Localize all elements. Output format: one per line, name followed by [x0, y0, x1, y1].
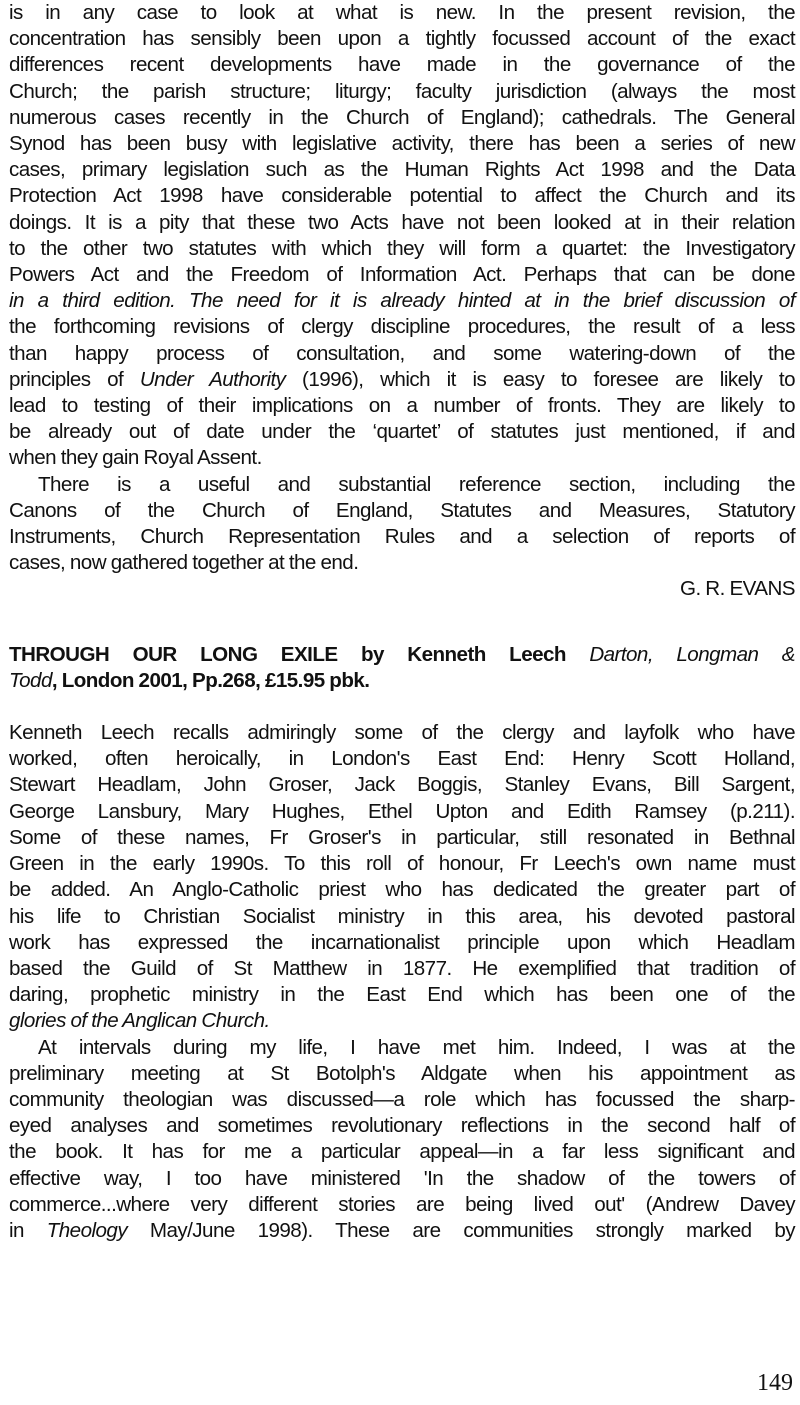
book-title: THROUGH OUR LONG EXILE: [9, 642, 338, 666]
heading-line: [9, 642, 795, 668]
text-line: doings. It is a pity that these two Acts have not been looked at in their relation: [9, 210, 795, 234]
text-line: numerous cases recently in the Church of England); cathedrals. The General: [9, 105, 795, 129]
section-spacer: [9, 603, 795, 642]
text-line: differences recent developments have made in the governance of the: [9, 53, 795, 77]
text-line: cases, primary legislation such as the Human Rights Act 1998 and the Data: [9, 158, 795, 182]
text-line: worked, often heroically, in London's East End: Henry Scott Holland,: [9, 747, 795, 771]
text-line: At intervals during my life, I have met him. Indeed, I was at the: [38, 1035, 795, 1059]
text-line: Church; the parish structure; liturgy; faculty jurisdiction (always the most: [9, 79, 795, 103]
text-line: his life to Christian Socialist ministry in this area, his devoted pastoral: [9, 904, 795, 928]
review1-continuation-paragraph: [9, 0, 795, 472]
text-line: daring, prophetic ministry in the East End which has been one of the: [9, 983, 795, 1007]
text-line: work has expressed the incarnationalist principle upon which Headlam: [9, 930, 795, 954]
review2-heading: [9, 642, 795, 694]
text-line: Instruments, Church Representation Rules and a selection of reports of: [9, 525, 795, 549]
italic-book-title: Under Authority: [139, 367, 286, 391]
section-spacer: [9, 694, 795, 720]
text-line: commerce...where very different stories are being lived out' (Andrew Davey: [9, 1192, 795, 1216]
heading-line: [9, 668, 795, 694]
text-line: Green in the early 1990s. To this roll of honour, Fr Leech's own name must: [9, 852, 795, 876]
text-line: Powers Act and the Freedom of Information Act. Perhaps that can be done: [9, 263, 795, 287]
book-author: by Kenneth Leech: [337, 642, 590, 666]
text-line: cases, now gathered together at the end.: [9, 551, 359, 575]
text-line: There is a useful and substantial reference section, including the: [38, 472, 795, 496]
text-line: be added. An Anglo-Catholic priest who has dedicated the greater part of: [9, 878, 795, 902]
text-line: George Lansbury, Mary Hughes, Ethel Upton and Edith Ramsey (p.211).: [9, 799, 795, 823]
text-line: effective way, I too have ministered 'In the shadow of the towers of: [9, 1166, 795, 1190]
text-fragment: principles of: [9, 367, 140, 391]
text-line: eyed analyses and sometimes revolutionary reflections in the second half of: [9, 1114, 795, 1138]
text-fragment: (1996), which it is easy to foresee are likely to: [285, 367, 795, 391]
document-page: [9, 0, 795, 1244]
review1-reference-paragraph: [9, 472, 795, 577]
text-fragment: May/June 1998). These are communities strongly marked by: [127, 1218, 796, 1242]
text-fragment: in: [9, 1218, 47, 1242]
text-line: concentration has sensibly been upon a tightly focussed account of the exact: [9, 27, 795, 51]
text-line: Kenneth Leech recalls admiringly some of the clergy and layfolk who have: [9, 721, 795, 745]
text-line: when they gain Royal Assent.: [9, 446, 262, 470]
text-line: the book. It has for me a particular appeal—in a far less significant and: [9, 1140, 795, 1164]
text-line: be already out of date under the ‘quartet’ of statutes just mentioned, if and: [9, 420, 795, 444]
text-line: lead to testing of their implications on a number of fronts. They are likely to: [9, 394, 795, 418]
book-details: , London 2001, Pp.268, £15.95 pbk.: [51, 668, 370, 692]
reviewer-signature: G. R. EVANS: [679, 577, 795, 601]
text-line: [9, 1218, 795, 1244]
text-line: [9, 367, 795, 393]
text-line: the forthcoming revisions of clergy discipline procedures, the result of a less: [9, 315, 795, 339]
text-line: glories of the Anglican Church.: [9, 1009, 270, 1033]
page-number: 149: [757, 1370, 793, 1396]
review2-paragraph-2: [9, 1035, 795, 1245]
review2-paragraph-1: [9, 720, 795, 1034]
text-line: to the other two statutes with which they will form a quartet: the Investigatory: [9, 236, 795, 260]
text-line: than happy process of consultation, and some watering-down of the: [9, 341, 795, 365]
text-line: is in any case to look at what is new. In the present revision, the: [9, 1, 795, 24]
book-publisher: Todd: [9, 668, 52, 692]
text-line: Protection Act 1998 have considerable potential to affect the Church and its: [9, 184, 795, 208]
text-line: Synod has been busy with legislative activity, there has been a series of new: [9, 132, 795, 156]
text-line: based the Guild of St Matthew in 1877. He exemplified that tradition of: [9, 956, 795, 980]
text-line: preliminary meeting at St Botolph's Aldgate when his appointment as: [9, 1061, 795, 1085]
text-line: Canons of the Church of England, Statutes and Measures, Statutory: [9, 498, 795, 522]
text-line: Stewart Headlam, John Groser, Jack Boggis, Stanley Evans, Bill Sargent,: [9, 773, 795, 797]
text-line: in a third edition. The need for it is already hinted at in the brief discussion of: [9, 289, 795, 313]
italic-journal-title: Theology: [46, 1218, 128, 1242]
text-line: community theologian was discussed—a role which has focussed the sharp-: [9, 1087, 795, 1111]
book-publisher: Darton, Longman &: [589, 642, 795, 666]
text-line: Some of these names, Fr Groser's in particular, still resonated in Bethnal: [9, 825, 795, 849]
